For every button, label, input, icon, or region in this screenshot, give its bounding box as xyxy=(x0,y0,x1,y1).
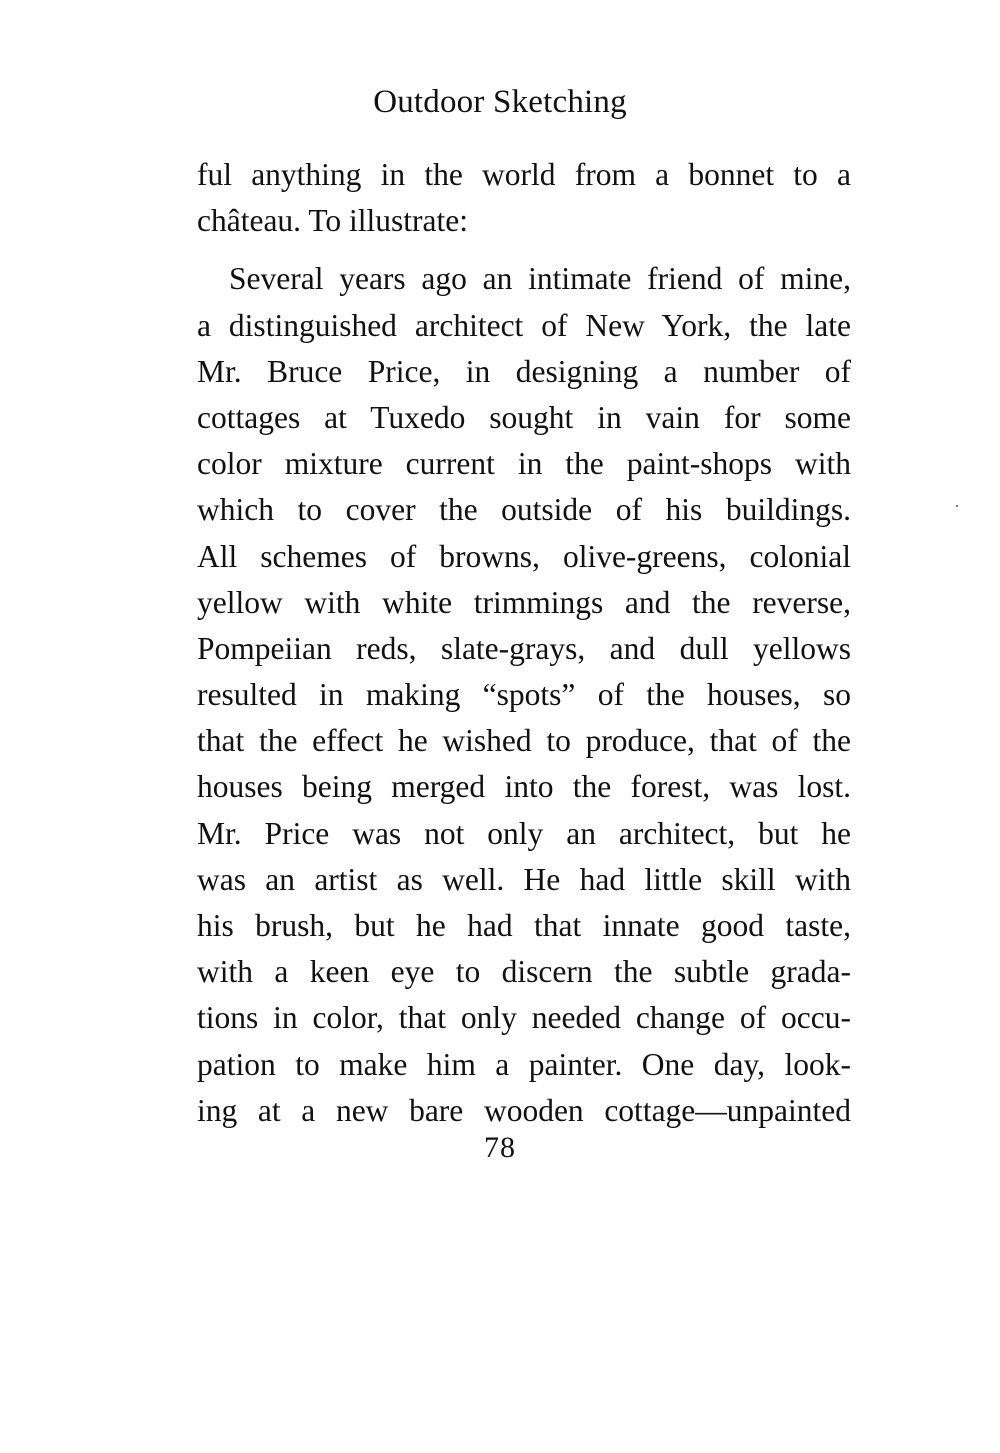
text-line: resulted in making “spots” of the houses, so xyxy=(197,677,851,713)
text-line: Several years ago an intimate friend of mine, xyxy=(229,261,851,297)
text-line: yellow with white trimmings and the reverse, xyxy=(197,584,851,620)
text-line: ful anything in the world from a bonnet to a xyxy=(197,157,851,192)
text-line: a distinguished architect of New York, the late xyxy=(197,307,851,343)
page-number: 78 xyxy=(484,1131,516,1164)
text-line: Mr. Bruce Price, in designing a number of xyxy=(197,353,851,389)
running-head: Outdoor Sketching xyxy=(373,84,627,120)
text-line: was an artist as well. He had little skill with xyxy=(197,861,851,897)
text-line: tions in color, that only needed change of occu- xyxy=(197,1000,851,1036)
text-line: Pompeiian reds, slate-grays, and dull yellows xyxy=(197,630,851,666)
text-line: pation to make him a painter. One day, look- xyxy=(197,1046,851,1082)
paragraph xyxy=(197,152,851,244)
text-line: cottages at Tuxedo sought in vain for some xyxy=(197,399,851,435)
text-line: Mr. Price was not only an architect, but he xyxy=(197,815,851,851)
text-line: with a keen eye to discern the subtle grada- xyxy=(197,954,851,990)
text-line: that the effect he wished to produce, that of the xyxy=(197,723,851,759)
paragraph xyxy=(197,256,851,1134)
text-line: his brush, but he had that innate good taste, xyxy=(197,908,851,943)
text-line: ing at a new bare wooden cottage—unpainted xyxy=(197,1092,851,1128)
paragraph-gap xyxy=(197,244,851,256)
text-line: color mixture current in the paint-shops with xyxy=(197,446,851,482)
body-text xyxy=(197,152,851,1134)
margin-speck xyxy=(956,505,958,507)
text-line: All schemes of browns, olive-greens, colonial xyxy=(197,538,851,574)
text-line: which to cover the outside of his buildings. xyxy=(197,492,851,528)
text-line: houses being merged into the forest, was lost. xyxy=(197,769,851,805)
text-line: château. To illustrate: xyxy=(197,203,468,239)
